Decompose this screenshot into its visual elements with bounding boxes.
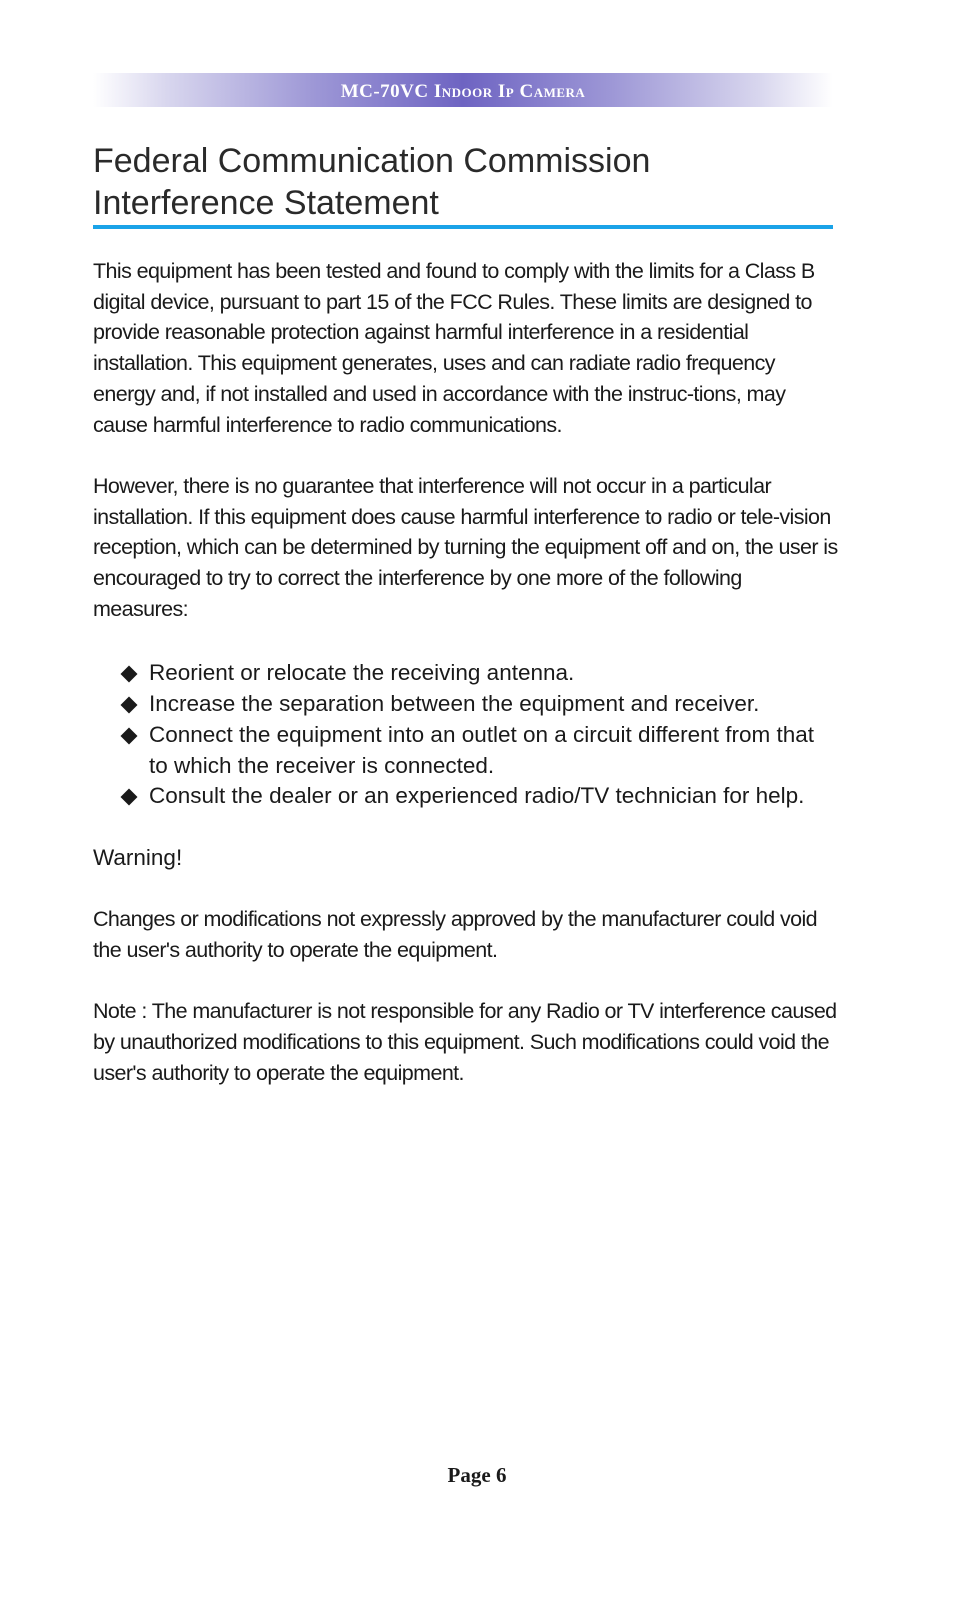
page-title-line-2: Interference Statement	[93, 184, 439, 222]
header-label: MC-70VC Indoor Ip Camera	[340, 81, 586, 102]
warning-heading: Warning!	[93, 844, 183, 870]
intro-paragraph: This equipment has been tested and found to comply with the limits for a Class B digital device, pursuant to part 15 of the FCC Rules. These limits are designed to provide reasonable protection against harmful interference in a residential installation. This equipment generates, uses and can radiate radio frequency energy and, if not installed and used in accordance with the instruc-tions, may cause harmful interference to radio communications.	[93, 259, 815, 437]
page-number: Page 6	[447, 1463, 507, 1487]
list-item-text: Connect the equipment into an outlet on a circuit different from that to which the receiver is connected.	[149, 721, 814, 778]
note-paragraph: Note : The manufacturer is not responsible for any Radio or TV interference caused by unauthorized modifications to this equipment. Such modifications could void the user's authority to operate the equipment.	[93, 999, 837, 1085]
diamond-bullet-icon	[121, 727, 138, 744]
diamond-bullet-icon	[121, 666, 138, 683]
page-title	[93, 140, 833, 224]
header-band	[93, 73, 833, 107]
page-title-line-1: Federal Communication Commission	[93, 142, 651, 180]
title-underline	[93, 225, 833, 229]
list-item	[93, 720, 838, 781]
measures-list	[93, 658, 838, 812]
list-item	[93, 689, 838, 720]
list-item-text: Reorient or relocate the receiving antenna.	[149, 660, 575, 686]
however-paragraph: However, there is no guarantee that interference will not occur in a particular installation. If this equipment does cause harmful interference to radio or tele-vision reception, which can be determined by turning the equipment off and on, the user is encouraged to try to correct the interference by one more of the following measures:	[93, 473, 838, 621]
list-item	[93, 658, 838, 689]
changes-paragraph: Changes or modifications not expressly approved by the manufacturer could void the user's authority to operate the equipment.	[93, 907, 818, 962]
list-item-text: Consult the dealer or an experienced radio/TV technician for help.	[149, 783, 805, 809]
list-item-text: Increase the separation between the equipment and receiver.	[149, 691, 760, 717]
list-item	[93, 781, 838, 812]
diamond-bullet-icon	[121, 789, 138, 806]
statement-body	[93, 256, 838, 1088]
diamond-bullet-icon	[121, 697, 138, 714]
